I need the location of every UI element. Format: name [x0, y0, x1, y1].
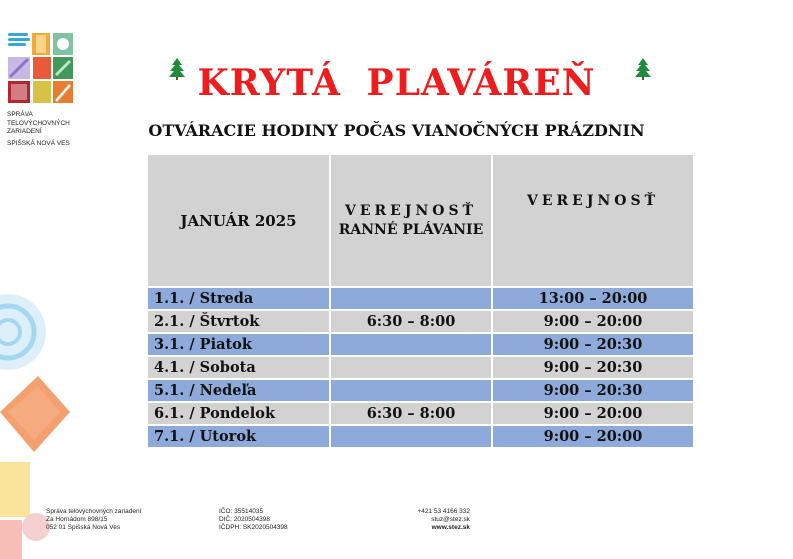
table-row — [147, 402, 694, 425]
opening-hours-table — [146, 153, 695, 449]
table-row — [147, 379, 694, 402]
footer-line: 052 01 Spišská Nová Ves — [46, 524, 121, 531]
table-header-row — [147, 154, 694, 287]
page-subtitle: OTVÁRACIE HODINY POČAS VIANOČNÝCH PRÁZDNIN — [148, 121, 645, 140]
morning-cell — [330, 379, 492, 402]
org-line: SPRÁVA — [7, 111, 33, 118]
footer-line: Za Hornádom 898/15 — [46, 516, 108, 523]
day-cell: 4.1. / Sobota — [147, 356, 330, 379]
footer-address — [46, 508, 141, 532]
public-cell: 9:00 – 20:30 — [492, 379, 694, 402]
footer-website[interactable]: www.stez.sk — [431, 524, 470, 531]
day-cell: 7.1. / Utorok — [147, 425, 330, 448]
public-cell: 9:00 – 20:00 — [492, 310, 694, 333]
footer-line: IČDPH: SK2020504398 — [219, 524, 288, 531]
morning-cell — [330, 356, 492, 379]
footer-contact — [400, 508, 470, 532]
morning-cell: 6:30 – 8:00 — [330, 402, 492, 425]
footer-ids — [219, 508, 288, 532]
day-cell: 5.1. / Nedeľa — [147, 379, 330, 402]
page-title: KRYTÁ PLAVÁREŇ — [197, 62, 596, 104]
public-cell: 9:00 – 20:00 — [492, 425, 694, 448]
table-row — [147, 310, 694, 333]
org-line: SPIŠSKÁ NOVÁ VES — [7, 139, 70, 147]
footer-line: Správa telovýchovných zariadení — [46, 508, 142, 515]
day-cell: 2.1. / Štvrtok — [147, 310, 330, 333]
table-row — [147, 425, 694, 448]
morning-cell — [330, 333, 492, 356]
public-cell: 9:00 – 20:30 — [492, 333, 694, 356]
header-morning-swim: VEREJNOSŤ RANNÉ PLÁVANIE — [330, 154, 492, 287]
header-public: VEREJNOSŤ — [492, 154, 694, 287]
table-row — [147, 356, 694, 379]
morning-cell — [330, 425, 492, 448]
day-cell: 3.1. / Piatok — [147, 333, 330, 356]
day-cell: 1.1. / Streda — [147, 287, 330, 310]
day-cell: 6.1. / Pondelok — [147, 402, 330, 425]
table-row — [147, 287, 694, 310]
org-line: TELOVÝCHOVNÝCH — [7, 119, 70, 127]
footer-email[interactable]: stuz@stez.sk — [431, 516, 470, 523]
footer-line: IČO: 35514035 — [219, 508, 264, 515]
table-row — [147, 333, 694, 356]
public-cell: 9:00 – 20:00 — [492, 402, 694, 425]
footer-line: DIČ: 2020504398 — [219, 516, 270, 523]
footer-phone: +421 53 4166 332 — [417, 508, 470, 515]
morning-cell: 6:30 – 8:00 — [330, 310, 492, 333]
public-cell: 13:00 – 20:00 — [492, 287, 694, 310]
morning-cell — [330, 287, 492, 310]
public-cell: 9:00 – 20:30 — [492, 356, 694, 379]
header-month: JANUÁR 2025 — [147, 154, 330, 287]
org-line: ZARIADENÍ — [7, 128, 42, 135]
